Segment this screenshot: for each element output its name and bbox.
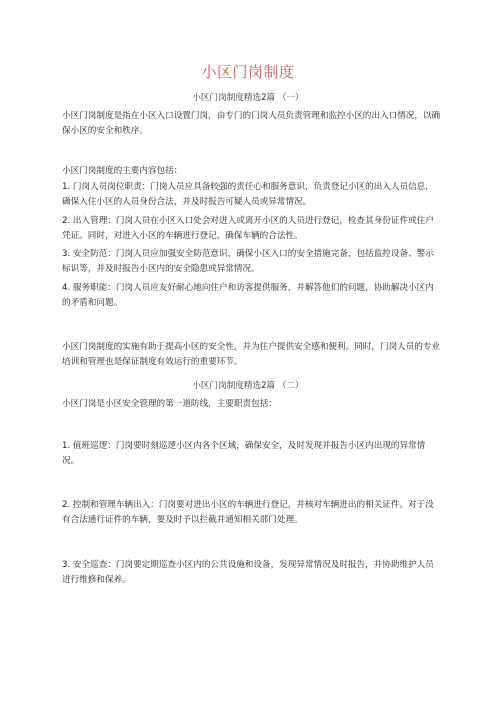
list-item: 3. 安全防范：门岗人员应加强安全防范意识，确保小区入口的安全措施完备，包括监控设备、警示标识等，并及时报告小区内的安全隐患或异常情况。: [62, 249, 434, 274]
list-item: 2. 控制和管理车辆出入：门岗要对进出小区的车辆进行登记，并核对车辆进出的相关证件。对于没有合法通行证件的车辆，要及时予以拦截并通知相关部门处理。: [62, 500, 434, 525]
section-subtitle-2: 小区门岗制度精选2篇 （二）: [192, 381, 304, 391]
list-item: 1. 值班巡逻：门岗要时刻巡逻小区内各个区域，确保安全，及时发现并报告小区内出现的异常情况。: [62, 441, 426, 466]
list-item: 2. 出入管理：门岗人员在小区入口处会对进入或离开小区的人员进行登记，检查其身份证件或住户凭证。同时，对进入小区的车辆进行登记，确保车辆的合法性。: [62, 216, 434, 241]
conclusion-paragraph: 小区门岗制度的实施有助于提高小区的安全性，并为住户提供安全感和便利。同时，门岗人员的专业培训和管理也是保证制度有效运行的重要环节。: [62, 342, 441, 367]
document-title: 小区门岗制度: [201, 63, 295, 81]
intro-paragraph: 小区门岗制度是指在小区入口设置门岗，由专门的门岗人员负责管理和监控小区的出入口情况，以确保小区的安全和秩序。: [62, 111, 441, 136]
list-item: 3. 安全巡查：门岗要定期巡查小区内的公共设施和设备，发现异常情况及时报告，并协助维护人员进行维修和保养。: [62, 560, 434, 585]
intro-paragraph-2: 小区门岗是小区安全管理的第一道防线，主要职责包括：: [62, 399, 277, 409]
content-heading: 小区门岗制度的主要内容包括：: [62, 166, 183, 176]
list-item: 1. 门岗人员岗位职责：门岗人员应具备较强的责任心和服务意识，负责登记小区的出入人员信息，确保入住小区的人员身份合法，并及时报告可疑人员或异常情况。: [62, 182, 434, 207]
section-subtitle-1: 小区门岗制度精选2篇 （一）: [192, 93, 304, 103]
list-item: 4. 服务职能：门岗人员应友好耐心地向住户和访客提供服务，并解答他们的问题，协助解决小区内的矛盾和问题。: [62, 283, 434, 308]
